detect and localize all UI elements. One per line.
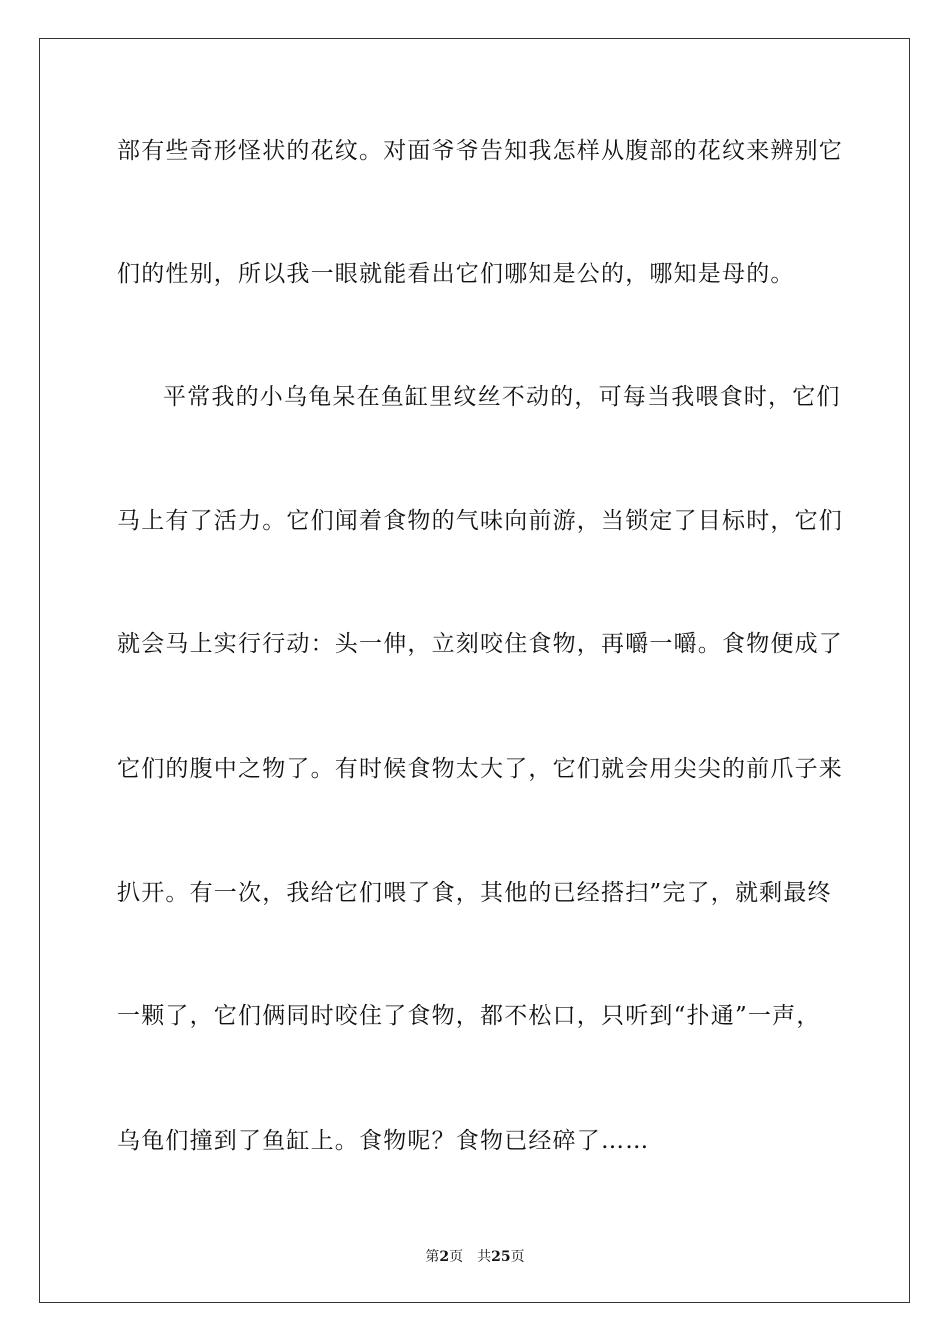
total-label-suffix: 页 [510, 1249, 525, 1265]
paragraph-line: 乌龟们撞到了鱼缸上。食物呢？食物已经碎了…… [117, 1128, 650, 1154]
page-border [39, 38, 910, 1303]
paragraph-line-indented: 平常我的小乌龟呆在鱼缸里纹丝不动的，可每当我喂食时，它们 [163, 384, 841, 410]
page-number: 2 [439, 1249, 450, 1265]
page-label-suffix: 页 [449, 1249, 464, 1265]
paragraph-line: 部有些奇形怪状的花纹。对面爷爷告知我怎样从腹部的花纹来辨别它 [117, 138, 843, 164]
paragraph-line: 一颗了，它们俩同时咬住了食物，都不松口，只听到“扑通”一声， [117, 1003, 821, 1029]
paragraph-line: 扒开。有一次，我给它们喂了食，其他的已经搭扫”完了，就剩最终 [117, 880, 832, 906]
paragraph-line: 它们的腹中之物了。有时候食物太大了，它们就会用尖尖的前爪子来 [117, 756, 843, 782]
page-footer [0, 1247, 950, 1267]
paragraph-line: 马上有了活力。它们闻着食物的气味向前游，当锁定了目标时，它们 [117, 508, 843, 534]
page-label-prefix: 第 [425, 1249, 440, 1265]
total-label-prefix: 共 [477, 1249, 492, 1265]
paragraph-line: 就会马上实行行动：头一伸，立刻咬住食物，再嚼一嚼。食物便成了 [117, 631, 843, 657]
total-pages: 25 [491, 1249, 511, 1265]
paragraph-line: 们的性别，所以我一眼就能看出它们哪知是公的，哪知是母的。 [117, 261, 795, 287]
